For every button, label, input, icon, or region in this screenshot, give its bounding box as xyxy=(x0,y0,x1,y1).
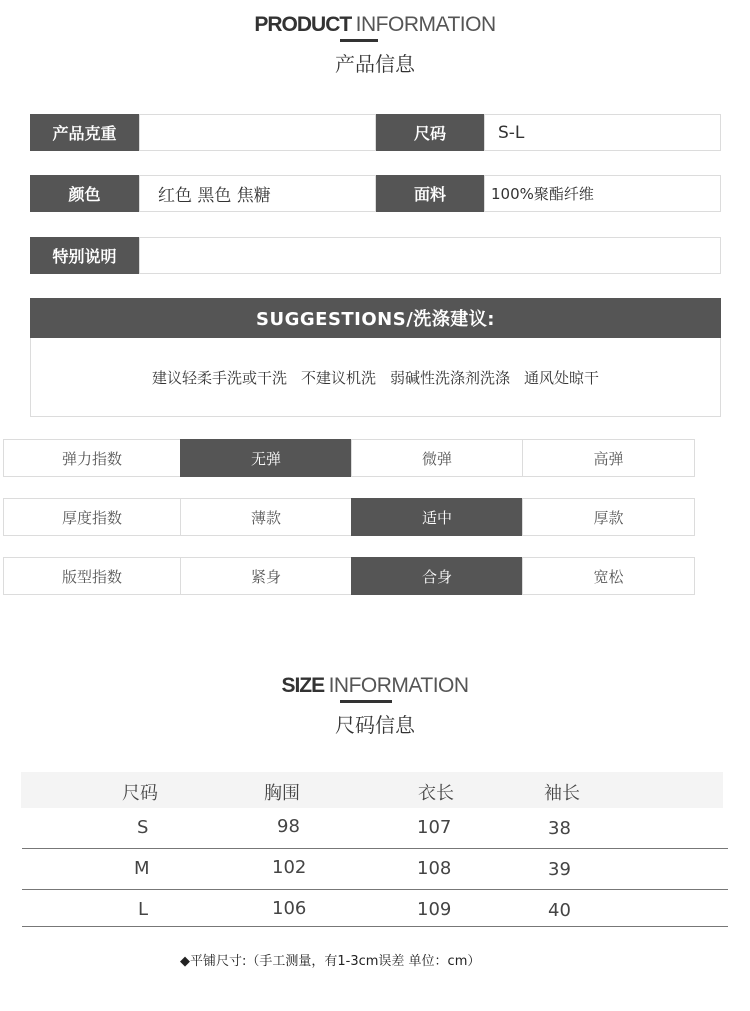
fit-option: 宽松 xyxy=(522,557,695,595)
suggestion-item: 不建议机洗 xyxy=(300,368,376,387)
thickness-label: 厚度指数 xyxy=(3,498,181,536)
elasticity-option: 无弹 xyxy=(180,439,352,477)
table-cell: 107 xyxy=(417,817,452,838)
table-cell: 106 xyxy=(272,898,307,919)
size-info-title xyxy=(0,672,750,700)
table-cell: 108 xyxy=(417,858,452,879)
size-info-subtitle: 尺码信息 xyxy=(335,713,415,737)
fabric-label: 面料 xyxy=(376,175,484,212)
thickness-option: 薄款 xyxy=(180,498,352,536)
measurement-note: ◆平铺尺寸:（手工测量，有1-3cm误差 单位：cm） xyxy=(180,954,481,969)
product-title-bold: PRODUCT xyxy=(254,13,352,36)
elasticity-option: 高弹 xyxy=(522,439,695,477)
table-cell: S xyxy=(137,817,149,838)
fit-option: 合身 xyxy=(351,557,523,595)
row-divider xyxy=(22,926,728,927)
size-title-light: INFORMATION xyxy=(328,674,469,697)
fit-index-row xyxy=(3,557,695,595)
suggestions-title: SUGGESTIONS/洗涤建议: xyxy=(30,298,721,338)
table-cell: 109 xyxy=(417,899,452,920)
elasticity-label: 弹力指数 xyxy=(3,439,181,477)
size-value: S-L xyxy=(484,114,721,151)
fabric-value: 100%聚酯纤维 xyxy=(484,175,721,212)
table-cell: M xyxy=(134,858,150,879)
column-header: 袖长 xyxy=(544,783,580,804)
table-cell: 98 xyxy=(277,816,300,837)
product-info-subtitle: 产品信息 xyxy=(335,52,415,76)
color-value: 红色 黑色 焦糖 xyxy=(139,175,376,212)
column-header: 尺码 xyxy=(122,783,158,804)
column-header: 胸围 xyxy=(264,783,300,804)
weight-label: 产品克重 xyxy=(30,114,139,151)
table-cell: L xyxy=(138,899,149,920)
suggestion-item: 通风处晾干 xyxy=(524,368,600,387)
suggestion-item: 建议轻柔手洗或干洗 xyxy=(151,368,287,387)
row-divider xyxy=(22,889,728,890)
elasticity-index-row xyxy=(3,439,695,477)
color-label: 颜色 xyxy=(30,175,139,212)
thickness-option: 适中 xyxy=(351,498,523,536)
special-value xyxy=(139,237,721,274)
row-divider xyxy=(22,848,728,849)
column-header: 衣长 xyxy=(418,783,454,804)
size-title-bold: SIZE xyxy=(281,674,325,697)
table-cell: 40 xyxy=(548,900,571,921)
elasticity-option: 微弹 xyxy=(351,439,523,477)
thickness-option: 厚款 xyxy=(522,498,695,536)
product-title-light: INFORMATION xyxy=(355,13,496,36)
fit-label: 版型指数 xyxy=(3,557,181,595)
suggestion-item: 弱碱性洗涤剂洗涤 xyxy=(390,368,511,387)
weight-value xyxy=(139,114,376,151)
fit-option: 紧身 xyxy=(180,557,352,595)
product-info-title xyxy=(0,11,750,39)
table-cell: 102 xyxy=(272,857,307,878)
title-underline xyxy=(340,39,378,42)
thickness-index-row xyxy=(3,498,695,536)
special-label: 特别说明 xyxy=(30,237,139,274)
size-label: 尺码 xyxy=(376,114,484,151)
title-underline xyxy=(340,700,392,703)
suggestions-body xyxy=(30,338,721,417)
table-cell: 39 xyxy=(548,859,571,880)
table-cell: 38 xyxy=(548,818,571,839)
